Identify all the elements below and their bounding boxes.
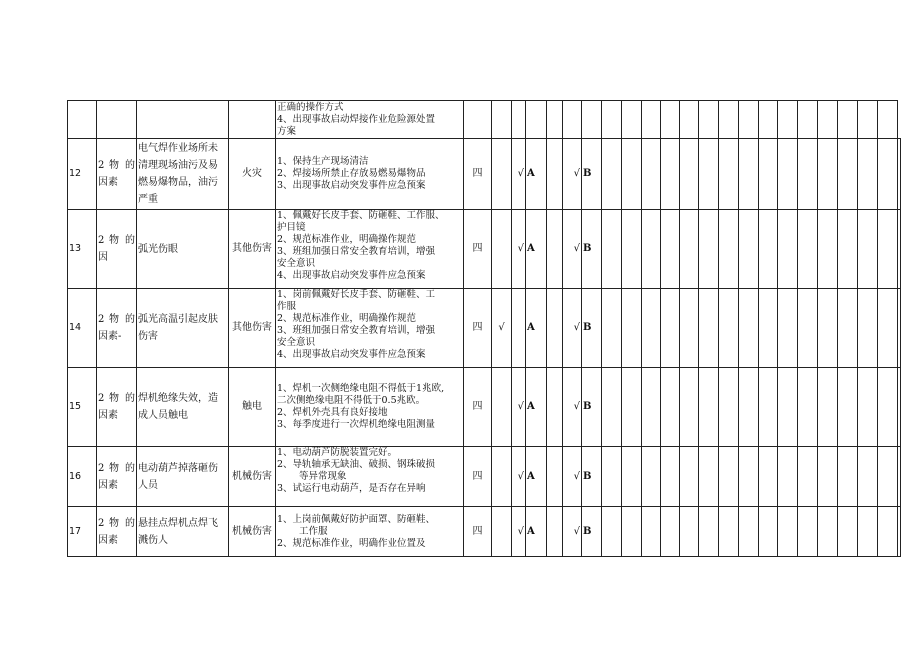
empty-cell: [838, 289, 858, 368]
empty-cell: [680, 289, 699, 368]
empty-cell: [838, 447, 858, 507]
empty-cell: [798, 101, 818, 139]
hazard-factor-line: 2 物 的: [98, 517, 135, 529]
hazard-event-cell: [137, 139, 229, 210]
empty-cell: [818, 447, 838, 507]
hazard-factor-line: 因: [98, 252, 108, 263]
hazard-factor-cell: [97, 447, 137, 507]
empty-cell: [778, 101, 798, 139]
measure-line: 3、每季度进行一次焊机绝缘电阻测量: [277, 419, 436, 430]
empty-cell: [719, 101, 739, 139]
empty-cell: [858, 507, 878, 557]
hazard-factor-line: 因素-: [98, 331, 122, 342]
hazard-event-cell: [137, 507, 229, 557]
empty-cell: [680, 210, 699, 289]
row-number: 16: [68, 447, 97, 507]
empty-cell: [798, 507, 818, 557]
grade-b: [582, 210, 602, 289]
check-mark: [492, 507, 512, 557]
row-number: 17: [68, 507, 97, 557]
hazard-event-cell: [137, 447, 229, 507]
empty-cell: [661, 447, 680, 507]
empty-cell: [602, 368, 622, 447]
empty-cell: [778, 368, 798, 447]
row-number: 15: [68, 368, 97, 447]
empty-cell: [878, 368, 898, 447]
empty-cell: [680, 368, 699, 447]
measure-line: 护目镜: [277, 222, 306, 233]
empty-cell: [858, 139, 878, 210]
empty-cell: [464, 101, 492, 139]
empty-cell: [642, 289, 661, 368]
empty-cell: [818, 289, 838, 368]
grade-b: [582, 447, 602, 507]
empty-cell: [602, 289, 622, 368]
control-measures-cell: [276, 289, 464, 368]
empty-cell: [739, 289, 759, 368]
grade-a-label: A: [527, 470, 535, 482]
check-mark: √: [563, 210, 582, 289]
check-mark: √: [563, 139, 582, 210]
empty-cell: [898, 507, 901, 557]
hazard-event-line: 严重: [138, 194, 158, 205]
measure-line: 4、出现事故启动突发事件应急预案: [277, 270, 426, 281]
check-mark: √: [512, 210, 526, 289]
grade-a-label: A: [527, 168, 535, 179]
empty-cell: [818, 210, 838, 289]
hazard-event-line: 溅伤人: [138, 534, 168, 546]
check-mark: √: [563, 368, 582, 447]
check-mark: [492, 447, 512, 507]
empty-cell: [512, 101, 526, 139]
risk-level: 四: [464, 368, 492, 447]
empty-cell: [622, 101, 642, 139]
measure-line: 1、保持生产现场清洁: [277, 156, 369, 167]
table-row: [68, 447, 901, 507]
empty-cell: [778, 289, 798, 368]
empty-cell: [838, 139, 858, 210]
check-mark: √: [563, 289, 582, 368]
empty-cell: [818, 139, 838, 210]
hazard-event-line: 伤害: [138, 331, 158, 342]
control-measures-cell: [276, 507, 464, 557]
row-number: 14: [68, 289, 97, 368]
hazard-factor-line: 2 物 的: [98, 160, 135, 171]
empty-cell: [622, 289, 642, 368]
accident-type: 火灾: [229, 139, 276, 210]
risk-level: 四: [464, 447, 492, 507]
measure-line: 2、规范标准作业，明确作业位置及: [277, 537, 426, 549]
measure-line: 2、焊机外壳具有良好接地: [277, 407, 388, 418]
empty-cell: [858, 447, 878, 507]
grade-b-label: B: [583, 525, 592, 537]
empty-cell: [661, 101, 680, 139]
empty-cell: [798, 368, 818, 447]
hazard-event-line: 电气焊作业场所未: [138, 143, 218, 154]
check-mark: [492, 210, 512, 289]
empty-cell: [878, 139, 898, 210]
hazard-event-cell: [137, 368, 229, 447]
hazard-factor-line: 因素: [98, 177, 118, 188]
check-mark: √: [563, 507, 582, 557]
empty-cell: [622, 447, 642, 507]
empty-cell: [759, 507, 778, 557]
measure-line: 方案: [277, 125, 297, 137]
grade-a: [526, 368, 547, 447]
empty-cell: [661, 139, 680, 210]
empty-cell: [622, 139, 642, 210]
empty-cell: [719, 447, 739, 507]
measure-line: 工作服: [299, 525, 328, 537]
empty-cell: [547, 101, 563, 139]
table-row: [68, 210, 901, 289]
empty-cell: [798, 447, 818, 507]
empty-cell: [699, 289, 719, 368]
empty-cell: [838, 507, 858, 557]
grade-b-label: B: [583, 322, 592, 333]
control-measures-cell: [276, 210, 464, 289]
measure-line: 安全意识: [277, 258, 316, 269]
check-mark: √: [512, 139, 526, 210]
grade-b-label: B: [583, 168, 592, 179]
grade-b-label: B: [583, 470, 592, 482]
empty-cell: [878, 447, 898, 507]
empty-cell: [699, 101, 719, 139]
table-row: [68, 368, 901, 447]
measure-line: 2、规范标准作业，明确操作规范: [277, 234, 417, 245]
row-number: 13: [68, 210, 97, 289]
empty-cell: [739, 507, 759, 557]
accident-type: 机械伤害: [229, 507, 276, 557]
risk-level: 四: [464, 289, 492, 368]
empty-cell: [642, 139, 661, 210]
empty-cell: [858, 101, 878, 139]
risk-level: 四: [464, 139, 492, 210]
check-mark: √: [492, 289, 512, 368]
control-measures-cell: [276, 447, 464, 507]
empty-cell: [858, 210, 878, 289]
empty-cell: [719, 139, 739, 210]
measure-line: 等异常现象: [299, 471, 347, 482]
check-mark: [512, 289, 526, 368]
control-measures-cell: [276, 368, 464, 447]
measure-line: 1、上岗前佩戴好防护面罩、防砸鞋、: [277, 513, 436, 525]
empty-cell: [563, 101, 582, 139]
measure-line: 4、出现事故启动焊接作业危险源处置: [277, 113, 436, 125]
measure-line: 1、焊机一次侧绝缘电阻不得低于1兆欧,: [277, 383, 445, 394]
empty-cell: [642, 368, 661, 447]
grade-b: [582, 289, 602, 368]
grade-b: [582, 507, 602, 557]
empty-cell: [898, 289, 901, 368]
hazard-factor-cell: [97, 210, 137, 289]
measure-line: 作服: [277, 301, 297, 312]
empty-cell: [547, 447, 563, 507]
empty-cell: [661, 210, 680, 289]
empty-cell: [818, 507, 838, 557]
empty-cell: [719, 368, 739, 447]
empty-cell: [739, 139, 759, 210]
empty-cell: [547, 289, 563, 368]
check-mark: √: [563, 447, 582, 507]
empty-cell: [622, 507, 642, 557]
check-mark: [492, 139, 512, 210]
empty-cell: [878, 210, 898, 289]
hazard-factor-line: 2 物 的: [98, 314, 135, 325]
empty-cell: [778, 447, 798, 507]
empty-cell: [602, 139, 622, 210]
empty-cell: [680, 101, 699, 139]
hazard-event-cell: [137, 289, 229, 368]
empty-cell: [798, 289, 818, 368]
measure-line: 2、规范标准作业，明确操作规范: [277, 313, 417, 324]
risk-level: 四: [464, 210, 492, 289]
empty-cell: [878, 101, 898, 139]
grade-b: [582, 368, 602, 447]
hazard-factor-cell: [97, 368, 137, 447]
risk-level: 四: [464, 507, 492, 557]
empty-cell: [602, 210, 622, 289]
empty-cell: [739, 101, 759, 139]
hazard-event-line: 清理现场油污及易: [138, 160, 218, 171]
accident-type: 触电: [229, 368, 276, 447]
empty-cell: [858, 289, 878, 368]
empty-cell: [582, 101, 602, 139]
empty-cell: [699, 507, 719, 557]
measure-line: 3、班组加强日常安全教育培训，增强: [277, 325, 436, 336]
empty-cell: [602, 101, 622, 139]
continuation-row: [68, 101, 901, 139]
check-mark: √: [512, 507, 526, 557]
empty-cell: [739, 368, 759, 447]
empty-cell: [642, 507, 661, 557]
hazard-event-cell: [137, 210, 229, 289]
empty-cell: [838, 368, 858, 447]
check-mark: √: [512, 368, 526, 447]
empty-cell: [818, 101, 838, 139]
empty-cell: [547, 139, 563, 210]
empty-cell: [759, 289, 778, 368]
empty-cell: [492, 101, 512, 139]
accident-type: 其他伤害: [229, 289, 276, 368]
measure-line: 4、出现事故启动突发事件应急预案: [277, 349, 426, 360]
empty-cell: [759, 101, 778, 139]
table-row: [68, 507, 901, 557]
grade-a-label: A: [527, 401, 535, 412]
check-mark: [492, 368, 512, 447]
empty-cell: [699, 210, 719, 289]
empty-cell: [898, 210, 901, 289]
cell-event: [137, 101, 229, 139]
accident-type: 其他伤害: [229, 210, 276, 289]
hazard-identification-table: [67, 100, 901, 557]
empty-cell: [642, 210, 661, 289]
grade-a: [526, 289, 547, 368]
cell-factor: [97, 101, 137, 139]
hazard-factor-line: 2 物 的: [98, 462, 135, 474]
grade-b-label: B: [583, 243, 592, 254]
empty-cell: [661, 289, 680, 368]
row-number: 12: [68, 139, 97, 210]
empty-cell: [759, 447, 778, 507]
hazard-event-line: 弧光高温引起皮肤: [138, 314, 218, 325]
measure-line: 安全意识: [277, 337, 316, 348]
measure-line: 二次侧绝缘电阻不得低于0.5兆欧。: [277, 395, 426, 406]
grade-b: [582, 139, 602, 210]
hazard-factor-line: 因素: [98, 479, 118, 491]
empty-cell: [778, 139, 798, 210]
cell-type: [229, 101, 276, 139]
empty-cell: [547, 210, 563, 289]
hazard-event-line: 人员: [138, 479, 158, 491]
empty-cell: [547, 507, 563, 557]
empty-cell: [719, 507, 739, 557]
hazard-factor-line: 因素: [98, 534, 118, 546]
empty-cell: [759, 210, 778, 289]
empty-cell: [622, 210, 642, 289]
grade-a: [526, 210, 547, 289]
empty-cell: [838, 210, 858, 289]
empty-cell: [759, 139, 778, 210]
grade-a: [526, 447, 547, 507]
measure-line: 2、导轨轴承无缺油、破损、钢珠破损: [277, 459, 436, 470]
empty-cell: [699, 139, 719, 210]
empty-cell: [680, 447, 699, 507]
grade-a-label: A: [527, 243, 535, 254]
empty-cell: [602, 507, 622, 557]
measure-line: 3、班组加强日常安全教育培训，增强: [277, 246, 436, 257]
empty-cell: [759, 368, 778, 447]
cell-no: [68, 101, 97, 139]
empty-cell: [661, 368, 680, 447]
empty-cell: [547, 368, 563, 447]
continuation-measures: [276, 101, 464, 139]
hazard-factor-line: 2 物 的: [98, 393, 135, 404]
empty-cell: [898, 139, 901, 210]
table-row: [68, 139, 901, 210]
hazard-factor-line: 2 物 的: [98, 235, 135, 246]
empty-cell: [526, 101, 547, 139]
empty-cell: [739, 210, 759, 289]
empty-cell: [642, 101, 661, 139]
empty-cell: [661, 507, 680, 557]
empty-cell: [858, 368, 878, 447]
empty-cell: [778, 507, 798, 557]
hazard-event-line: 焊机绝缘失效，造: [138, 393, 218, 404]
empty-cell: [838, 101, 858, 139]
empty-cell: [798, 139, 818, 210]
check-mark: √: [512, 447, 526, 507]
grade-a-label: A: [527, 525, 535, 537]
measure-line: 1、电动葫芦防脱装置完好。: [277, 447, 398, 458]
grade-b-label: B: [583, 401, 592, 412]
hazard-factor-cell: [97, 507, 137, 557]
empty-cell: [798, 210, 818, 289]
measure-line: 正确的操作方式: [277, 101, 344, 113]
measure-line: 2、焊接场所禁止存放易燃易爆物品: [277, 168, 426, 179]
empty-cell: [602, 447, 622, 507]
empty-cell: [878, 507, 898, 557]
measure-line: 1、岗前佩戴好长皮手套、防砸鞋、工: [277, 289, 436, 300]
empty-cell: [898, 447, 901, 507]
empty-cell: [719, 210, 739, 289]
measure-line: 3、试运行电动葫芦，是否存在异响: [277, 483, 426, 494]
control-measures-cell: [276, 139, 464, 210]
grade-a: [526, 507, 547, 557]
empty-cell: [778, 210, 798, 289]
empty-cell: [739, 447, 759, 507]
empty-cell: [680, 507, 699, 557]
grade-a-label: A: [527, 322, 535, 333]
hazard-factor-cell: [97, 139, 137, 210]
hazard-event-line: 悬挂点焊机点焊飞: [138, 517, 218, 529]
hazard-event-line: 成人员触电: [138, 410, 188, 421]
hazard-factor-cell: [97, 289, 137, 368]
hazard-event-line: 电动葫芦掉落砸伤: [138, 462, 218, 474]
empty-cell: [680, 139, 699, 210]
measure-line: 1、佩戴好长皮手套、防砸鞋、工作服、: [277, 210, 445, 221]
empty-cell: [898, 368, 901, 447]
hazard-event-line: 燃易爆物品，油污: [138, 177, 218, 188]
hazard-factor-line: 因素: [98, 410, 118, 421]
accident-type: 机械伤害: [229, 447, 276, 507]
table-row: [68, 289, 901, 368]
empty-cell: [699, 368, 719, 447]
grade-a: [526, 139, 547, 210]
measure-line: 3、出现事故启动突发事件应急预案: [277, 180, 426, 191]
empty-cell: [878, 289, 898, 368]
empty-cell: [642, 447, 661, 507]
empty-cell: [699, 447, 719, 507]
empty-cell: [719, 289, 739, 368]
hazard-event-line: 弧光伤眼: [138, 243, 178, 255]
empty-cell: [622, 368, 642, 447]
empty-cell: [818, 368, 838, 447]
